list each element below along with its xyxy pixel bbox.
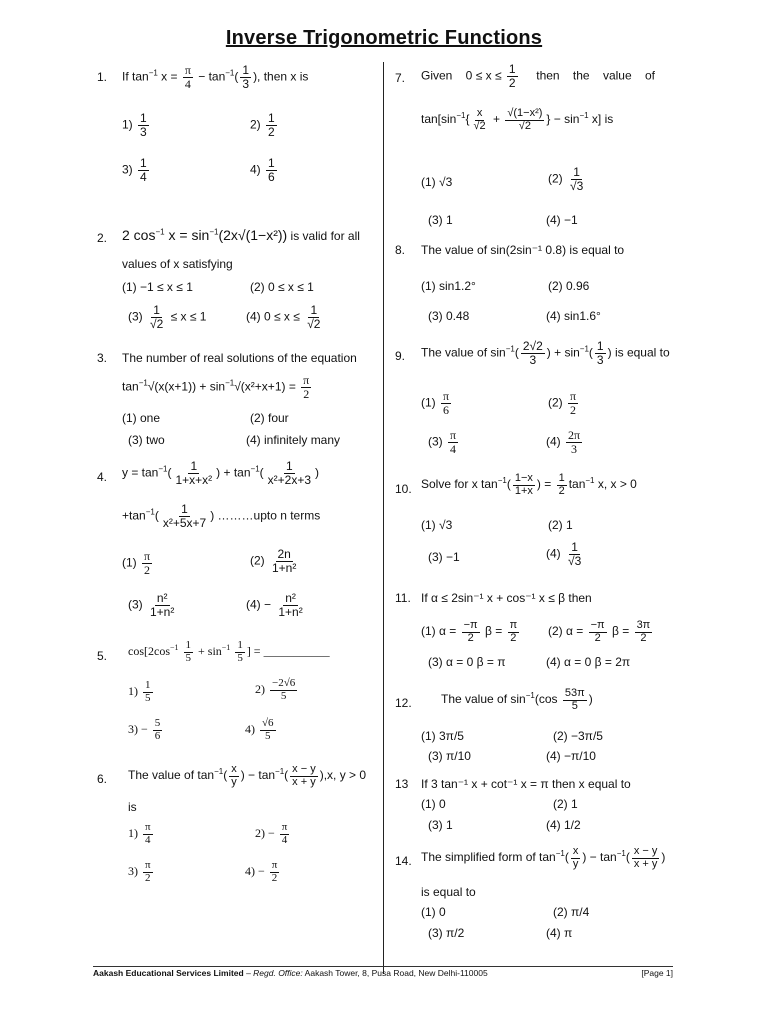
question-5-stem: $\cos[2\cos^{-1}$ $\frac{1}{5}$ + $\sin^{-1}$ $\frac{1}{5}$ ] = ___________: [128, 639, 330, 664]
column-divider: [383, 62, 384, 974]
question-12-option-4[interactable]: (4) −π/10: [546, 749, 596, 763]
question-14-option-2[interactable]: (2) π/4: [553, 905, 590, 919]
question-8-option-1[interactable]: (1) sin1.2°: [421, 279, 476, 293]
question-8-option-3[interactable]: (3) 0.48: [428, 309, 470, 323]
footer-text: Aakash Educational Services Limited – Regd. Office: Aakash Tower, 8, Pusa Road, New Delhi-110005: [93, 968, 488, 978]
question-2-stem-2: values of x satisfying: [122, 257, 233, 271]
question-9-option-1[interactable]: (1) $\frac{\pi}{6}$: [421, 389, 450, 417]
question-7-option-4[interactable]: (4) −1: [546, 213, 578, 227]
question-4-option-1[interactable]: (1) $\frac{\pi}{2}$: [122, 549, 151, 577]
question-1-option-1[interactable]: 1) $\frac{1}{3}$: [122, 111, 147, 139]
question-2-option-4[interactable]: (4) 0 ≤ x ≤ $\frac{1}{√2}$: [246, 303, 321, 331]
question-3-option-3[interactable]: (3) two: [128, 433, 165, 447]
question-13-stem: If 3 tan⁻¹ x + cot⁻¹ x = π then x equal to: [421, 777, 631, 791]
question-4-stem-2: $+\tan^{-1}$( $\frac{1}{\text{x²+5x+7}}$ ) ………upto n terms: [122, 502, 321, 530]
question-4-option-4[interactable]: (4) − $\frac{\text{n²}}{\text{1+n²}}$: [246, 591, 303, 619]
question-14-option-4[interactable]: (4) π: [546, 926, 573, 940]
question-6-stem-2: is: [128, 800, 137, 814]
question-4-number: 4.: [97, 470, 108, 484]
question-1-option-4[interactable]: 4) $\frac{1}{6}$: [250, 156, 275, 184]
question-6-option-1[interactable]: 1) $\frac{\pi}{4}$: [128, 821, 151, 846]
question-11-option-3[interactable]: (3) α = 0 β = π: [428, 655, 506, 669]
question-4-option-3[interactable]: (3) $\frac{\text{n²}}{\text{1+n²}}$: [128, 591, 175, 619]
question-9-option-3[interactable]: (3) $\frac{\pi}{4}$: [428, 428, 457, 456]
question-13-option-4[interactable]: (4) 1/2: [546, 818, 581, 832]
question-5-option-4[interactable]: 4) $\frac{√6}{5}$: [245, 717, 274, 742]
footer-address: Aakash Tower, 8, Pusa Road, New Delhi-110005: [304, 968, 488, 978]
question-14-stem-2: is equal to: [421, 885, 476, 899]
question-12-option-1[interactable]: (1) 3π/5: [421, 729, 464, 743]
question-11-number: 11.: [395, 591, 411, 605]
question-13-option-3[interactable]: (3) 1: [428, 818, 453, 832]
question-11-stem: If α ≤ 2sin⁻¹ x + cos⁻¹ x ≤ β then: [421, 591, 592, 605]
page-title: Inverse Trigonometric Functions: [225, 27, 543, 49]
question-2-number: 2.: [97, 231, 108, 245]
question-14-option-1[interactable]: (1) 0: [421, 905, 446, 919]
footer-company: Aakash Educational Services Limited: [93, 968, 244, 978]
question-1-option-3[interactable]: 3) $\frac{1}{4}$: [122, 156, 147, 184]
question-8-option-4[interactable]: (4) sin1.6°: [546, 309, 601, 323]
footer-rule: [93, 966, 673, 967]
question-6-option-2[interactable]: 2) − $\frac{\pi}{4}$: [255, 821, 288, 846]
question-5-option-2[interactable]: 2) $\frac{-2√6}{5}$: [255, 677, 296, 702]
question-10-option-4[interactable]: (4) $\frac{1}{√3}$: [546, 540, 582, 568]
footer-regd-label: Regd. Office:: [253, 968, 303, 978]
question-10-option-1[interactable]: (1) √3: [421, 518, 453, 532]
question-5-number: 5.: [97, 649, 108, 663]
question-2-option-2[interactable]: (2) 0 ≤ x ≤ 1: [250, 280, 314, 294]
footer-page-number: [Page 1]: [641, 968, 673, 978]
question-7-stem: Given 0 ≤ x ≤ $\frac{1}{2}$ then the value of: [421, 62, 655, 90]
question-9-number: 9.: [395, 349, 406, 363]
question-10-option-3[interactable]: (3) −1: [428, 550, 460, 564]
question-8-stem: The value of sin(2sin⁻¹ 0.8) is equal to: [421, 243, 625, 257]
question-6-number: 6.: [97, 772, 108, 786]
question-10-option-2[interactable]: (2) 1: [548, 518, 573, 532]
question-11-option-2[interactable]: (2) α = $\frac{-\pi}{2}$ β = $\frac{3\pi}{2}$: [548, 619, 651, 644]
question-3-number: 3.: [97, 351, 108, 365]
question-14-option-3[interactable]: (3) π/2: [428, 926, 465, 940]
question-6-option-3[interactable]: 3) $\frac{\pi}{2}$: [128, 859, 151, 884]
question-7-number: 7.: [395, 71, 406, 85]
question-3-stem-2: $\tan^{-1}√(x(x+1)) + \sin^{-1}√(x^2+x+1)$ = $\frac{\pi}{2}$: [122, 373, 310, 401]
question-12-option-3[interactable]: (3) π/10: [428, 749, 471, 763]
question-5-option-1[interactable]: 1) $\frac{1}{5}$: [128, 679, 151, 704]
question-9-option-2[interactable]: (2) $\frac{\pi}{2}$: [548, 389, 577, 417]
question-13-number: 13: [395, 777, 409, 791]
question-8-number: 8.: [395, 243, 406, 257]
question-13-option-1[interactable]: (1) 0: [421, 797, 446, 811]
question-5-option-3[interactable]: 3) − $\frac{5}{6}$: [128, 717, 161, 742]
question-4-stem: $y = \tan^{-1}$( $\frac{1}{\text{1+x+x²}}$ ) + $\tan^{-1}$( $\frac{1}{\text{x²+2x+3}}$ ): [122, 459, 320, 487]
question-1-option-2[interactable]: 2) $\frac{1}{2}$: [250, 111, 275, 139]
question-8-option-2[interactable]: (2) 0.96: [548, 279, 590, 293]
question-12-option-2[interactable]: (2) −3π/5: [553, 729, 603, 743]
question-12-number: 12.: [395, 696, 412, 710]
question-9-stem: The value of $\sin^{-1}$( $\frac{2√2}{3}$ ) + $\sin^{-1}$( $\frac{1}{3}$ ) is equal to: [421, 339, 670, 367]
question-7-option-1[interactable]: (1) √3: [421, 175, 453, 189]
question-6-option-4[interactable]: 4) − $\frac{\pi}{2}$: [245, 859, 278, 884]
question-10-stem: Solve for x $\tan^{-1}$( $\frac{1-x}{1+x}$ ) = $\frac{1}{2}$ $\tan^{-1} x$, x > 0: [421, 472, 637, 497]
question-11-option-1[interactable]: (1) α = $\frac{-\pi}{2}$ β = $\frac{\pi}{2}$: [421, 619, 518, 644]
question-1-stem: If $\tan^{-1} x$ = $\frac{\pi}{4}$ − $\tan^{-1}$( $\frac{1}{3}$ ), then x is: [122, 63, 309, 91]
question-3-option-4[interactable]: (4) infinitely many: [246, 433, 341, 447]
question-3-option-2[interactable]: (2) four: [250, 411, 289, 425]
question-3-option-1[interactable]: (1) one: [122, 411, 161, 425]
question-9-option-4[interactable]: (4) $\frac{2\pi}{3}$: [546, 428, 581, 456]
question-2-option-3[interactable]: (3) $\frac{1}{√2}$ ≤ x ≤ 1: [128, 303, 207, 331]
question-14-stem: The simplified form of $\tan^{-1}$( $\frac{x}{y}$ ) − $\tan^{-1}$( $\frac{x - y}{x + y}$ ): [421, 845, 666, 870]
question-14-number: 14.: [395, 854, 412, 868]
question-3-stem: The number of real solutions of the equation: [122, 351, 357, 365]
question-12-stem: The value of $\sin^{-1}(\cos$ $\frac{53\pi}{5}$ ): [441, 687, 593, 712]
question-6-stem: The value of $\tan^{-1}$( $\frac{x}{y}$ ) − $\tan^{-1}$( $\frac{x - y}{x + y}$ ),x, y > 0: [128, 763, 367, 788]
question-2-stem: 2 $\cos^{-1} x = \sin^{-1}(2x√(1-x^2))$ is valid for all: [122, 227, 360, 243]
question-4-option-2[interactable]: (2) $\frac{2n}{\text{1+n²}}$: [250, 547, 297, 575]
question-7-option-2[interactable]: (2) $\frac{1}{√3}$: [548, 165, 584, 193]
question-1-number: 1.: [97, 70, 108, 84]
question-2-option-1[interactable]: (1) −1 ≤ x ≤ 1: [122, 280, 193, 294]
question-11-option-4[interactable]: (4) α = 0 β = 2π: [546, 655, 631, 669]
question-7-option-3[interactable]: (3) 1: [428, 213, 453, 227]
question-13-option-2[interactable]: (2) 1: [553, 797, 578, 811]
question-7-stem-2: $\tan[\sin^{-1}${ $\frac{x}{√2}$ + $\frac{\text{√(1−x²)}}{√2}$ } − $\sin^{-1} x$] is: [421, 107, 614, 132]
question-10-number: 10.: [395, 482, 412, 496]
